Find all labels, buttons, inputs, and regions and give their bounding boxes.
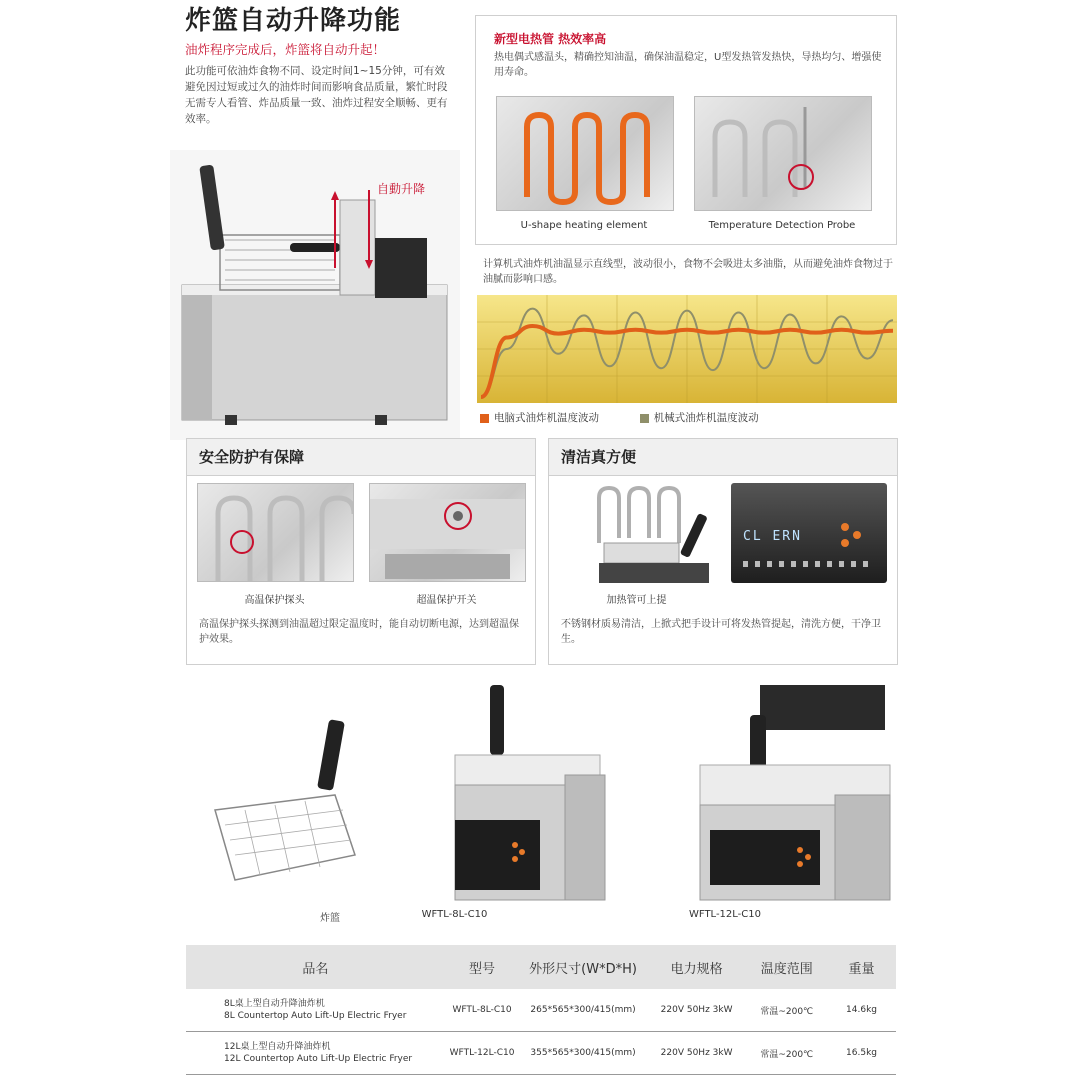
header-model: 型号: [445, 945, 520, 989]
row-name-cn: 8L桌上型自动升降油炸机: [224, 999, 325, 1009]
row-power: 220V 50Hz 3kW: [647, 1032, 747, 1075]
fryer-12l-graphic: [690, 680, 895, 905]
lift-tube-graphic: [559, 483, 719, 583]
row-model: WFTL-8L-C10: [445, 989, 520, 1032]
row-size: 355*565*300/415(mm): [519, 1032, 646, 1075]
legend-mechanical-swatch: [640, 414, 649, 423]
control-button-icon: [853, 531, 861, 539]
spec-header-row: [186, 945, 896, 989]
switch-photo-graphic: [370, 484, 525, 581]
control-panel-photo: [731, 483, 887, 583]
cleaning-panel: [548, 438, 898, 665]
safety-title: 安全防护有保障: [187, 439, 535, 476]
basket-label: 炸篮: [320, 913, 340, 924]
u-heating-caption: U-shape heating element: [520, 220, 648, 231]
fryer-8l-image: [440, 680, 615, 905]
safety-panel: [186, 438, 536, 665]
row-name: [186, 989, 445, 1032]
probe-caption: Temperature Detection Probe: [708, 220, 856, 231]
row-name: [186, 1032, 445, 1075]
intro-text: 此功能可依油炸食物不同、设定时间1~15分钟，可有效避免因过短或过久的油炸时间而影响食品质量，繁忙时段无需专人看管、炸品质量一致、油炸过程安全顺畅、更有效率。: [185, 65, 448, 125]
row-name-en: 8L Countertop Auto Lift-Up Electric Fryer: [224, 1011, 407, 1021]
high-temp-probe-photo: [197, 483, 354, 582]
over-temp-switch-photo: [369, 483, 526, 582]
u-heating-element-graphic: [497, 97, 673, 210]
control-dots: [743, 561, 873, 567]
control-button-icon: [841, 523, 849, 531]
temperature-probe-photo: [694, 96, 872, 211]
heating-panel: [475, 15, 897, 245]
heating-title: 新型电热管 热效率高: [494, 32, 607, 46]
row-temp: 常温~200℃: [746, 989, 827, 1032]
table-row: [186, 1032, 896, 1075]
auto-lift-label: 自動升降: [377, 182, 426, 196]
page-title: 炸篮自动升降功能: [185, 6, 402, 36]
chart-desc: 计算机式油炸机油温显示直线型，波动很小，食物不会吸进太多油脂，从而避免油炸食物过于油腻而影响口感。: [483, 259, 893, 285]
u-heating-element-photo: [496, 96, 674, 211]
model-12l-label: WFTL-12L-C10: [688, 909, 761, 920]
header-temp: 温度范围: [746, 945, 827, 989]
fryer-8l-graphic: [440, 680, 615, 905]
chart-legend: [480, 410, 759, 425]
lift-heating-tube-photo: [559, 483, 719, 583]
temperature-chart: [477, 295, 897, 403]
display-readout: CL ERN: [743, 529, 802, 544]
cleaning-caption-1: 加热管可上提: [606, 595, 667, 606]
probe-photo-graphic: [198, 484, 353, 581]
basket-image: [205, 715, 365, 900]
probe-graphic: [695, 97, 871, 210]
temperature-chart-svg: [477, 295, 897, 403]
legend-computer-swatch: [480, 414, 489, 423]
control-button-icon: [841, 539, 849, 547]
hero-fryer-image: [170, 150, 460, 440]
row-temp: 常温~200℃: [746, 1032, 827, 1075]
cleaning-desc: 不锈钢材质易清洁，上掀式把手设计可将发热管提起，清洗方便，干净卫生。: [561, 619, 881, 645]
safety-caption-2: 超温保护开关: [416, 595, 477, 606]
heating-desc: 热电偶式感温头，精确控知油温，确保油温稳定，U型发热管发热快，导热均匀、增强使用寿命。: [494, 52, 882, 78]
cleaning-title: 清洁真方便: [549, 439, 897, 476]
row-size: 265*565*300/415(mm): [519, 989, 646, 1032]
model-8l-label: WFTL-8L-C10: [421, 909, 488, 920]
safety-desc: 高温保护探头探测到油温超过限定温度时，能自动切断电源，达到超温保护效果。: [199, 619, 519, 645]
row-weight: 14.6kg: [827, 989, 896, 1032]
row-weight: 16.5kg: [827, 1032, 896, 1075]
header-weight: 重量: [827, 945, 896, 989]
safety-caption-1: 高温保护探头: [244, 595, 305, 606]
legend-mechanical: 机械式油炸机温度波动: [653, 412, 759, 424]
row-model: WFTL-12L-C10: [445, 1032, 520, 1075]
header-size: 外形尺寸(W*D*H): [519, 945, 646, 989]
fryer-12l-image: [690, 680, 895, 905]
row-name-cn: 12L桌上型自动升降油炸机: [224, 1042, 331, 1052]
basket-graphic: [205, 715, 365, 900]
spec-table: [186, 945, 896, 1075]
legend-computer: 电脑式油炸机温度波动: [494, 412, 599, 424]
page-subtitle: 油炸程序完成后，炸篮将自动升起！: [185, 42, 386, 57]
header-power: 电力规格: [647, 945, 747, 989]
header-name: 品名: [186, 945, 445, 989]
row-power: 220V 50Hz 3kW: [647, 989, 747, 1032]
row-name-en: 12L Countertop Auto Lift-Up Electric Fryer: [224, 1054, 413, 1064]
table-row: [186, 989, 896, 1032]
